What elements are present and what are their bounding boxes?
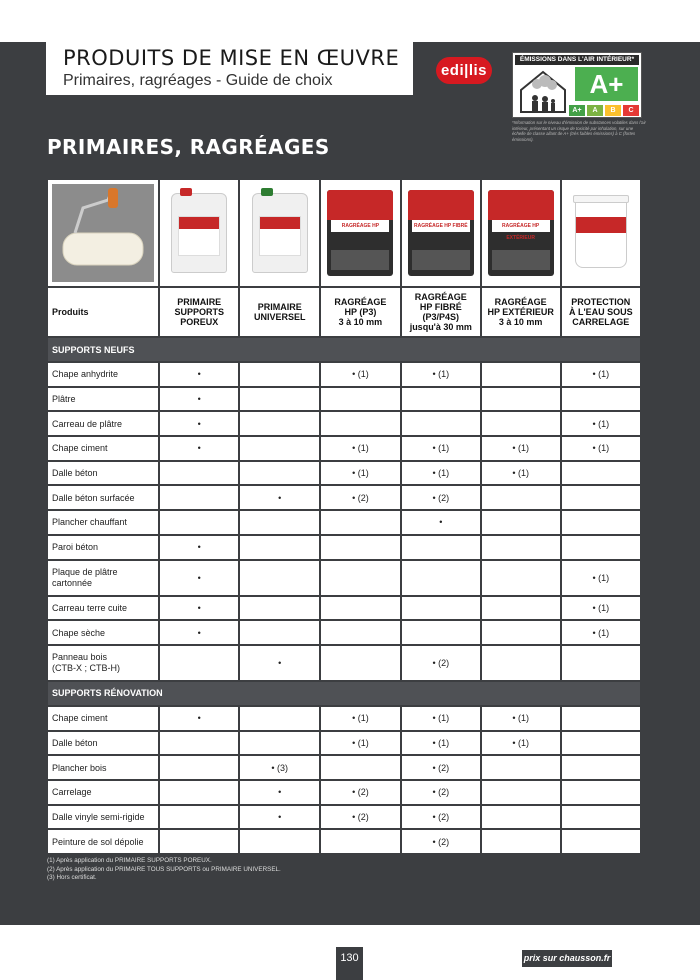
table-cell (481, 411, 561, 436)
table-cell (481, 510, 561, 535)
table-cell (239, 560, 320, 596)
table-cell (481, 645, 561, 681)
table-cell (159, 645, 240, 681)
column-header-line: UNIVERSEL (253, 312, 306, 322)
table-cell (239, 387, 320, 412)
column-header (401, 287, 481, 337)
table-cell (401, 560, 481, 596)
table-cell (481, 535, 561, 560)
bag-name: RAGRÉAGE HP FIBRÉ (412, 220, 470, 232)
table-cell: • (2) (320, 805, 401, 830)
table-cell: • (2) (401, 645, 481, 681)
brand-part-a: edi (440, 62, 465, 79)
row-label: Chape sèche (47, 620, 159, 645)
scale-c: C (623, 105, 639, 116)
table-row (47, 829, 641, 854)
table-cell: • (2) (320, 780, 401, 805)
bag-icon (327, 190, 393, 276)
table-cell (561, 755, 641, 780)
table-cell: • (1) (561, 436, 641, 461)
table-cell (401, 596, 481, 621)
jerrican-icon (171, 193, 227, 273)
table-cell (481, 829, 561, 854)
table-cell (239, 436, 320, 461)
row-label: Plancher chauffant (47, 510, 159, 535)
table-cell (320, 411, 401, 436)
ragreage-fibre-image (406, 184, 476, 282)
column-header-line: 3 à 10 mm (338, 317, 383, 327)
table-cell (159, 461, 240, 486)
paint-roller-icon (53, 188, 153, 278)
footnote-1: (1) Après application du PRIMAIRE SUPPORTS POREUX. (47, 857, 212, 864)
table-cell: • (159, 620, 240, 645)
row-label: Dalle béton (47, 461, 159, 486)
table-row (47, 535, 641, 560)
edilis-logo: edi | lis (436, 57, 492, 84)
table-cell (481, 387, 561, 412)
table-cell: • (1) (481, 436, 561, 461)
table-cell (320, 755, 401, 780)
scale-a-plus: A+ (569, 105, 585, 116)
table-cell (239, 362, 320, 387)
table-cell: • (159, 706, 240, 731)
table-row (47, 485, 641, 510)
column-header-line: HP FIBRÉ (419, 302, 462, 312)
table-cell: • (239, 780, 320, 805)
ragreage-hp-image-cell (320, 179, 401, 287)
column-header-line: SUPPORTS (174, 307, 224, 317)
table-cell: • (1) (320, 436, 401, 461)
column-header-line: PRIMAIRE (177, 297, 222, 307)
table-cell (159, 829, 240, 854)
table-row (47, 411, 641, 436)
row-label: Dalle vinyle semi-rigide (47, 805, 159, 830)
table-cell: • (1) (320, 706, 401, 731)
scale-a: A (587, 105, 603, 116)
row-label: Chape anhydrite (47, 362, 159, 387)
table-cell: • (1) (481, 706, 561, 731)
table-row (47, 755, 641, 780)
table-cell: • (1) (561, 560, 641, 596)
ragreage-ext-image-cell (481, 179, 561, 287)
table-cell (320, 560, 401, 596)
table-cell (561, 780, 641, 805)
table-cell (561, 829, 641, 854)
table-cell (239, 620, 320, 645)
table-row (47, 436, 641, 461)
row-label: Carreau terre cuite (47, 596, 159, 621)
row-label-line: Panneau bois (52, 651, 108, 662)
table-cell (481, 560, 561, 596)
bag-icon (488, 190, 554, 276)
table-cell: • (2) (401, 755, 481, 780)
table-cell: • (159, 387, 240, 412)
table-row (47, 706, 641, 731)
group-row (47, 337, 641, 362)
table-cell (239, 706, 320, 731)
row-label: Paroi béton (47, 535, 159, 560)
table-cell: • (2) (401, 829, 481, 854)
table-cell (481, 620, 561, 645)
column-header-line: POREUX (180, 317, 219, 327)
bucket-icon (575, 198, 627, 268)
table-cell: • (1) (481, 461, 561, 486)
table-cell (401, 387, 481, 412)
table-row (47, 780, 641, 805)
table-cell (239, 596, 320, 621)
column-header (320, 287, 401, 337)
table-cell (159, 755, 240, 780)
table-cell (320, 510, 401, 535)
table-cell (239, 535, 320, 560)
column-header (561, 287, 641, 337)
column-header-line: CARRELAGE (572, 317, 630, 327)
table-row (47, 805, 641, 830)
table-cell (561, 706, 641, 731)
table-row (47, 387, 641, 412)
table-cell (239, 411, 320, 436)
table-row (47, 645, 641, 681)
table-cell: • (2) (401, 780, 481, 805)
emissions-scale (569, 105, 639, 116)
bag-name: RAGRÉAGE HP (331, 220, 389, 232)
table-cell (561, 387, 641, 412)
column-header-line: À L'EAU SOUS (568, 307, 633, 317)
table-cell (159, 780, 240, 805)
column-header-line: 3 à 10 mm (498, 317, 543, 327)
ragreage-fibre-image-cell (401, 179, 481, 287)
table-cell (159, 731, 240, 756)
column-header-row (47, 287, 641, 337)
table-cell (481, 805, 561, 830)
table-cell: • (1) (561, 620, 641, 645)
roller-image-cell (47, 179, 159, 287)
table-cell: • (1) (401, 706, 481, 731)
table-cell: • (2) (320, 485, 401, 510)
table-row (47, 560, 641, 596)
scale-b: B (605, 105, 621, 116)
table-cell: • (1) (481, 731, 561, 756)
column-header (481, 287, 561, 337)
footnotes (47, 857, 281, 883)
row-label: Plancher bois (47, 755, 159, 780)
table-cell (481, 755, 561, 780)
row-label (47, 645, 159, 681)
table-cell (320, 620, 401, 645)
table-cell (320, 645, 401, 681)
row-label (47, 560, 159, 596)
row-label: Carreau de plâtre (47, 411, 159, 436)
column-header (239, 287, 320, 337)
group-title: SUPPORTS RÉNOVATION (47, 681, 641, 706)
row-label-line: cartonnée (52, 577, 93, 588)
jerrican-icon (252, 193, 308, 273)
table-cell: • (3) (239, 755, 320, 780)
table-cell (401, 411, 481, 436)
table-cell (239, 829, 320, 854)
table-cell (561, 485, 641, 510)
table-cell (401, 620, 481, 645)
table-cell (561, 805, 641, 830)
page-number: 130 (336, 947, 363, 980)
table-cell (320, 829, 401, 854)
table-cell: • (1) (561, 596, 641, 621)
products-label: Produits (47, 287, 159, 337)
primaire-poreux-image-cell (159, 179, 240, 287)
table-cell (239, 461, 320, 486)
table-cell: • (1) (320, 461, 401, 486)
table-row (47, 362, 641, 387)
footnote-3: (3) Hors certificat. (47, 874, 97, 881)
row-label: Chape ciment (47, 436, 159, 461)
bag-name: RAGRÉAGE HP EXTÉRIEUR (492, 220, 550, 232)
page-title: PRODUITS DE MISE EN ŒUVRE (63, 46, 400, 70)
group-title: SUPPORTS NEUFS (47, 337, 641, 362)
table-cell: • (159, 362, 240, 387)
protection-image-cell (561, 179, 641, 287)
section-title: PRIMAIRES, RAGRÉAGES (47, 135, 330, 159)
table-cell: • (239, 645, 320, 681)
table-cell (481, 780, 561, 805)
table-cell (159, 485, 240, 510)
row-label: Dalle béton surfacée (47, 485, 159, 510)
row-label-line: Plaque de plâtre (52, 566, 118, 577)
page-subtitle: Primaires, ragréages - Guide de choix (63, 72, 333, 89)
table-cell: • (1) (401, 731, 481, 756)
table-cell (320, 535, 401, 560)
table-row (47, 620, 641, 645)
row-label: Peinture de sol dépolie (47, 829, 159, 854)
table-cell (561, 645, 641, 681)
table-cell: • (1) (561, 411, 641, 436)
bag-icon (408, 190, 474, 276)
table-cell: • (1) (320, 362, 401, 387)
column-header-line: RAGRÉAGE (494, 297, 547, 307)
emissions-grade: A+ (575, 67, 638, 101)
table-cell: • (159, 596, 240, 621)
row-label: Carrelage (47, 780, 159, 805)
table-cell (561, 535, 641, 560)
table-cell (561, 731, 641, 756)
column-header-line: HP EXTÉRIEUR (487, 307, 554, 317)
table-cell: • (159, 411, 240, 436)
table-cell: • (159, 560, 240, 596)
row-label: Plâtre (47, 387, 159, 412)
table-cell: • (159, 535, 240, 560)
roller-image (52, 184, 154, 282)
column-header-line: PRIMAIRE (257, 302, 302, 312)
table-cell: • (401, 510, 481, 535)
footnote-2: (2) Après application du PRIMAIRE TOUS SUPPORTS ou PRIMAIRE UNIVERSEL. (47, 865, 281, 873)
product-images-row (47, 179, 641, 287)
table-cell: • (1) (401, 461, 481, 486)
column-header-line: HP (P3) (344, 307, 377, 317)
table-cell (239, 731, 320, 756)
table-cell (561, 510, 641, 535)
table-cell (481, 485, 561, 510)
table-cell (320, 387, 401, 412)
table-row (47, 461, 641, 486)
table-cell: • (1) (561, 362, 641, 387)
table-cell: • (239, 805, 320, 830)
row-label-line: (CTB-X ; CTB-H) (52, 662, 120, 673)
table-cell (159, 510, 240, 535)
column-header-line: RAGRÉAGE (414, 292, 467, 302)
brand-part-b: lis (468, 62, 488, 79)
table-cell: • (1) (401, 362, 481, 387)
table-cell (561, 461, 641, 486)
primaire-poreux-image (164, 184, 235, 282)
primaire-universel-image (244, 184, 315, 282)
group-row (47, 681, 641, 706)
row-label: Dalle béton (47, 731, 159, 756)
table-cell (401, 535, 481, 560)
site-link[interactable]: prix sur chausson.fr (522, 950, 612, 967)
column-header-line: PROTECTION (571, 297, 631, 307)
table-cell: • (1) (320, 731, 401, 756)
table-cell: • (239, 485, 320, 510)
column-header-line: RAGRÉAGE (334, 297, 387, 307)
table-cell (239, 510, 320, 535)
emissions-note: *Information sur le niveau d'émission de substances volatiles dans l'air intérieur, présentant un risque de toxicité par inhalation, sur une échelle de classe allant de A+ (très faibles émissions) à C (fortes émissions). (512, 120, 646, 142)
table-cell (481, 362, 561, 387)
row-label: Chape ciment (47, 706, 159, 731)
title-box (46, 42, 413, 95)
emissions-label (512, 52, 642, 118)
table-cell (159, 805, 240, 830)
protection-image (566, 184, 636, 282)
table-cell (320, 596, 401, 621)
product-table (46, 178, 642, 855)
ragreage-hp-image (325, 184, 396, 282)
column-header (159, 287, 240, 337)
ragreage-ext-image (486, 184, 556, 282)
column-header-line: (P3/P4S) (422, 312, 460, 322)
table-cell: • (159, 436, 240, 461)
table-cell: • (1) (401, 436, 481, 461)
table-cell: • (2) (401, 485, 481, 510)
column-header-line: jusqu'à 30 mm (409, 322, 472, 332)
table-row (47, 510, 641, 535)
table-cell (481, 596, 561, 621)
house-icon (517, 68, 569, 114)
primaire-universel-image-cell (239, 179, 320, 287)
emissions-title: ÉMISSIONS DANS L'AIR INTÉRIEUR* (515, 55, 639, 65)
table-row (47, 731, 641, 756)
table-cell: • (2) (401, 805, 481, 830)
table-row (47, 596, 641, 621)
